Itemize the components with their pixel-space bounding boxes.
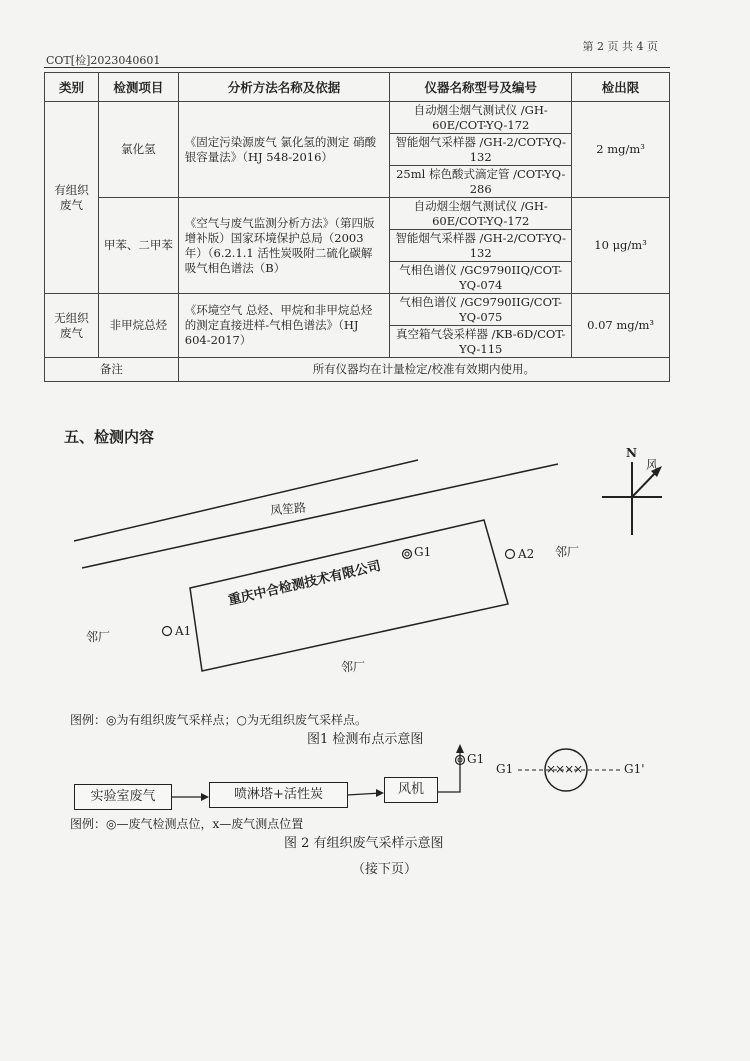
- fig2-title: 图 2 有组织废气采样示意图: [284, 836, 444, 851]
- wind-label: 风: [646, 458, 659, 472]
- method-cell: 《环境空气 总烃、甲烷和非甲烷总烃的测定直接进样-气相色谱法》（HJ 604-2017）: [178, 294, 390, 358]
- category-cell: 有组织废气: [45, 102, 99, 294]
- arrowhead-icon: [376, 789, 384, 797]
- table-row: [45, 294, 670, 326]
- limit-cell: 10 μg/m³: [572, 198, 670, 294]
- col-header-method: 分析方法名称及依据: [178, 73, 390, 102]
- a2-label: A2: [518, 547, 535, 561]
- document-number: COT[检]2023040601: [46, 54, 161, 67]
- method-table: [44, 72, 670, 382]
- flow-box-fan: 风机: [384, 777, 438, 803]
- continued-note: （接下页）: [352, 862, 418, 877]
- instrument-cell: 智能烟气采样器 /GH-2/COT-YQ-132: [390, 134, 572, 166]
- table-row: [45, 102, 670, 134]
- flow-box-lab-gas: 实验室废气: [74, 784, 172, 810]
- g1-label: G1: [414, 545, 432, 559]
- method-cell: 《固定污染源废气 氯化氢的测定 硝酸银容量法》（HJ 548-2016）: [178, 102, 390, 198]
- fig1-legend: 图例：◎为有组织废气采样点；○为无组织废气采样点。: [70, 713, 367, 727]
- section-title: 五、检测内容: [64, 428, 155, 446]
- table-header-row: [45, 73, 670, 102]
- company-label: 重庆中合检测技术有限公司: [226, 558, 383, 609]
- a1-label: A1: [175, 624, 192, 638]
- category-cell: 无组织废气: [45, 294, 99, 358]
- limit-cell: 0.07 mg/m³: [572, 294, 670, 358]
- compass-north-label: N: [626, 446, 637, 460]
- duct-left-label: G1: [496, 762, 514, 776]
- duct-right-label: G1': [624, 762, 645, 776]
- instrument-cell: 智能烟气采样器 /GH-2/COT-YQ-132: [390, 230, 572, 262]
- page-number: 第 2 页 共 4 页: [582, 40, 658, 53]
- fig1-title: 图1 检测布点示意图: [307, 732, 424, 747]
- flow-g1-label: G1: [467, 752, 485, 766]
- neighbor-bottom-label: 邻厂: [341, 660, 366, 674]
- instrument-cell: 自动烟尘烟气测试仪 /GH-60E/COT-YQ-172: [390, 102, 572, 134]
- road-line-lower: [82, 464, 558, 568]
- col-header-instrument: 仪器名称型号及编号: [390, 73, 572, 102]
- flow-arrow-2: [347, 793, 381, 795]
- col-header-item: 检测项目: [98, 73, 178, 102]
- table-row: [45, 198, 670, 230]
- item-cell: 甲苯、二甲苯: [98, 198, 178, 294]
- instrument-cell: 25ml 棕色酸式滴定管 /COT-YQ-286: [390, 166, 572, 198]
- instrument-cell: 自动烟尘烟气测试仪 /GH-60E/COT-YQ-172: [390, 198, 572, 230]
- col-header-limit: 检出限: [572, 73, 670, 102]
- instrument-cell: 真空箱气袋采样器 /KB-6D/COT-YQ-115: [390, 326, 572, 358]
- road-line-upper: [74, 460, 418, 541]
- g1-point-icon: [403, 550, 412, 559]
- col-header-category: 类别: [45, 73, 99, 102]
- remark-row: [45, 358, 670, 382]
- header-divider: [44, 67, 670, 68]
- neighbor-left-label: 邻厂: [86, 630, 111, 644]
- remark-text: 所有仪器均在计量检定/校准有效期内使用。: [178, 358, 669, 382]
- fig2-legend: 图例：◎—废气检测点位，x—废气测点位置: [70, 817, 304, 831]
- instrument-cell: 气相色谱仪 /GC9790IIQ/COT-YQ-074: [390, 262, 572, 294]
- road-label: 凤笙路: [269, 500, 307, 518]
- a2-point-icon: [506, 550, 515, 559]
- stack-arrowhead-icon: [456, 744, 464, 753]
- instrument-cell: 气相色谱仪 /GC9790IIG/COT-YQ-075: [390, 294, 572, 326]
- a1-point-icon: [163, 627, 172, 636]
- item-cell: 非甲烷总烃: [98, 294, 178, 358]
- limit-cell: 2 mg/m³: [572, 102, 670, 198]
- flow-box-scrubber: 喷淋塔+活性炭: [209, 782, 348, 808]
- item-cell: 氯化氢: [98, 102, 178, 198]
- neighbor-right-label: 邻厂: [555, 545, 580, 559]
- remark-label: 备注: [45, 358, 179, 382]
- measurement-marks: ××××: [546, 762, 583, 776]
- method-cell: 《空气与废气监测分析方法》（第四版增补版）国家环境保护总局（2003 年）（6.2.1.1 活性炭吸附二硫化碳解吸气相色谱法（B）: [178, 198, 390, 294]
- arrowhead-icon: [201, 793, 209, 801]
